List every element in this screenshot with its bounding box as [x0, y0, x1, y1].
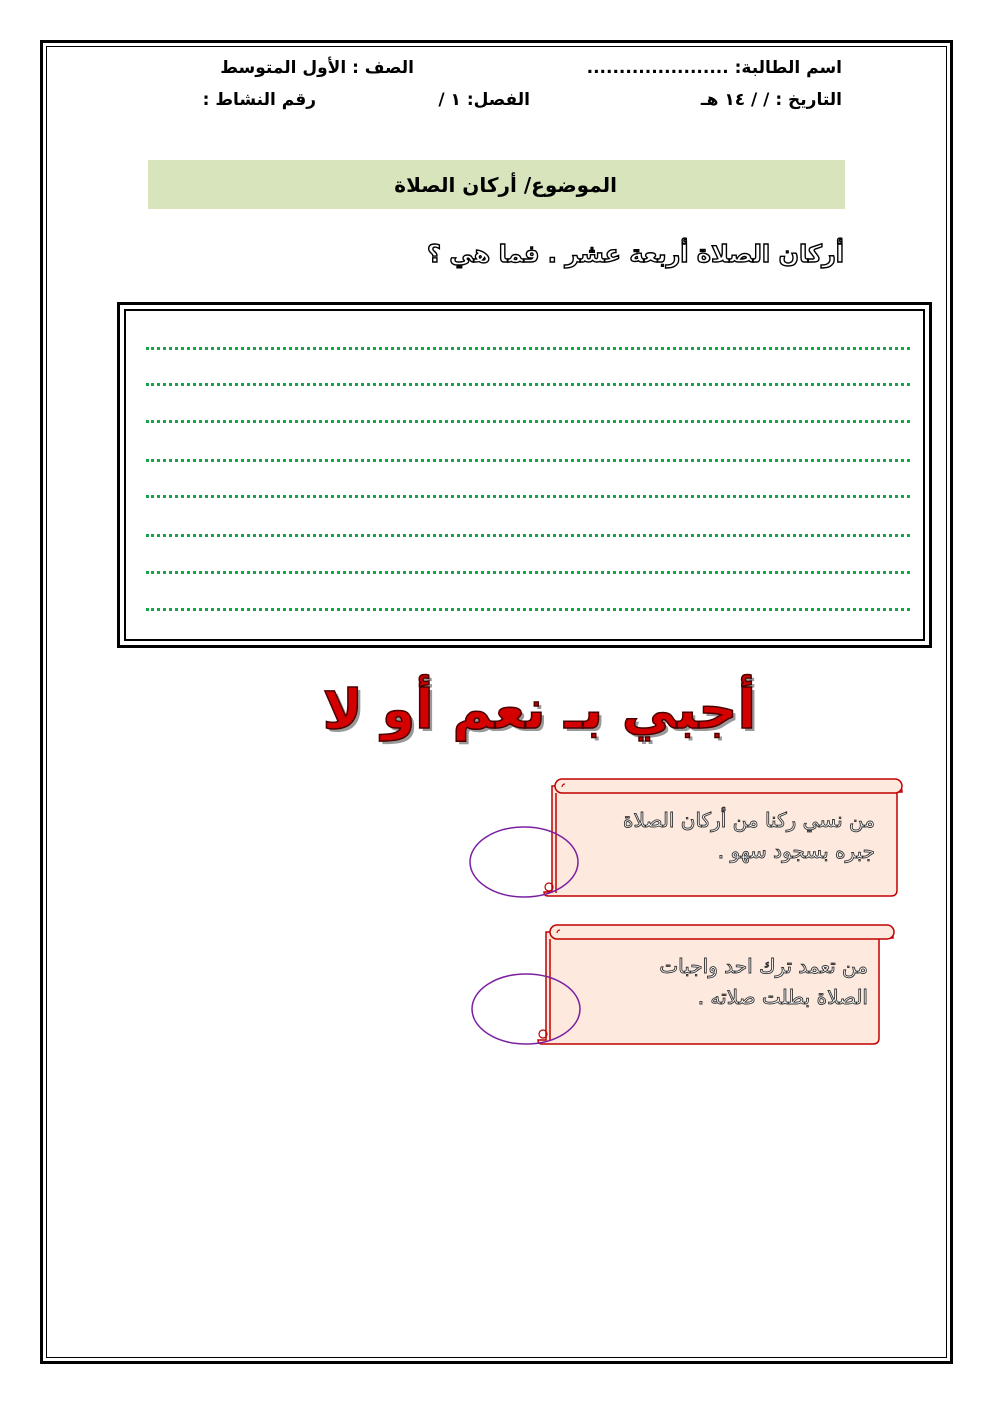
statement-2-line-1: من تعمد ترك احد واجبات	[659, 954, 868, 978]
statement-1-line-2: جبره بسجود سهو .	[717, 839, 875, 863]
topic-bar	[148, 160, 845, 209]
answer-line-3[interactable]	[146, 420, 910, 423]
answer-line-2[interactable]	[146, 383, 910, 386]
student-name-label: اسم الطالبة: ......................	[586, 58, 842, 78]
activity-number-label: رقم النشاط :	[202, 90, 316, 110]
answer-line-4[interactable]	[146, 459, 910, 462]
answer-box-inner-border	[124, 309, 925, 641]
answer-line-8[interactable]	[146, 608, 910, 611]
date-label: التاريخ : / / ١٤ هـ	[700, 90, 842, 110]
answer-line-6[interactable]	[146, 534, 910, 537]
topic-title: الموضوع/ أركان الصلاة	[394, 172, 617, 197]
statement-2	[659, 951, 868, 1013]
statement-2-line-2: الصلاة بطلت صلاته .	[697, 985, 868, 1009]
statement-1-line-1: من نسي ركنا من أركان الصلاة	[623, 808, 875, 832]
statement-1	[623, 805, 875, 867]
yes-no-instruction: أجبي بـ نعم أو لا	[322, 678, 756, 741]
answer-line-1[interactable]	[146, 347, 910, 350]
answer-line-5[interactable]	[146, 495, 910, 498]
semester-label: الفصل: ١ /	[438, 90, 530, 110]
answer-line-7[interactable]	[146, 571, 910, 574]
grade-label: الصف : الأول المتوسط	[220, 58, 414, 78]
question-text: أركان الصلاة أربعة عشر . فما هي ؟	[427, 240, 844, 268]
